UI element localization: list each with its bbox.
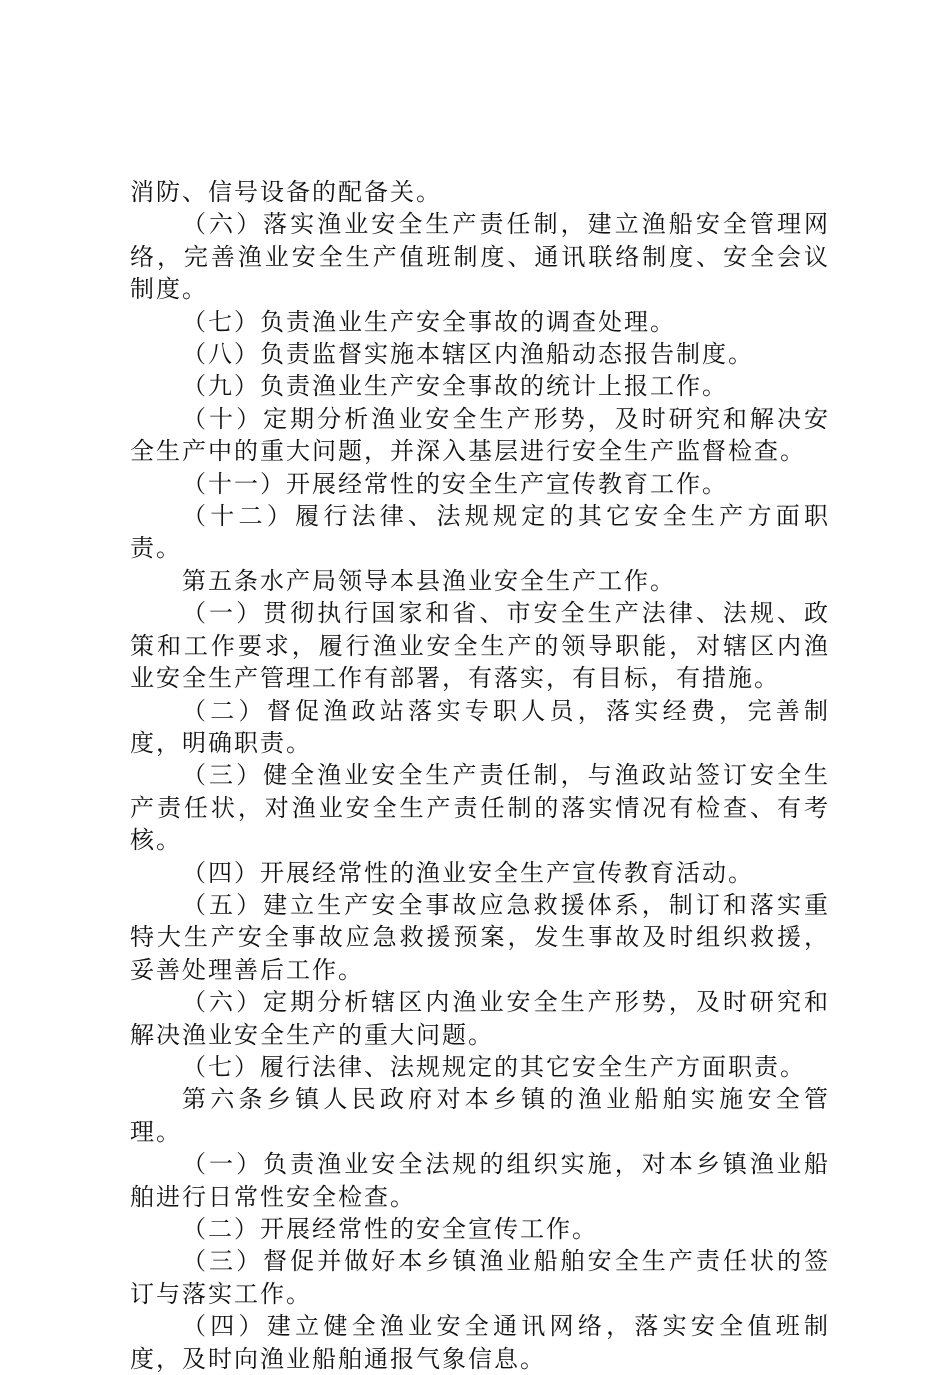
paragraph-16: （七）履行法律、法规规定的其它安全生产方面职责。 (182, 1052, 806, 1081)
paragraph-11: （二）督促渔政站落实专职人员，落实经费，完善制度，明确职责。 (130, 696, 830, 757)
article-6-heading: 第六条乡镇人民政府对本乡镇的渔业船舶实施安全管理。 (130, 1085, 830, 1146)
paragraph-3: （七）负责渔业生产安全事故的调查处理。 (182, 307, 676, 336)
paragraph-6: （十）定期分析渔业安全生产形势，及时研究和解决安全生产中的重大问题，并深入基层进行安全生产监督检查。 (130, 404, 830, 466)
paragraph-13: （四）开展经常性的渔业安全生产宣传教育活动。 (182, 858, 754, 887)
paragraph-7: （十一）开展经常性的安全生产宣传教育工作。 (182, 469, 728, 498)
paragraph-10: （一）贯彻执行国家和省、市安全生产法律、法规、政策和工作要求，履行渔业安全生产的领导职能，对辖区内渔业安全生产管理工作有部署，有落实，有目标，有措施。 (130, 599, 830, 693)
paragraph-2: （六）落实渔业安全生产责任制，建立渔船安全管理网络，完善渔业安全生产值班制度、通讯联络制度、安全会议制度。 (130, 210, 830, 304)
article-5-heading: 第五条水产局领导本县渔业安全生产工作。 (182, 566, 676, 595)
paragraph-12: （三）健全渔业安全生产责任制，与渔政站签订安全生产责任状，对渔业安全生产责任制的落实情况有检查、有考核。 (130, 761, 830, 855)
paragraph-1: 消防、信号设备的配备关。 (130, 178, 442, 206)
paragraph-14: （五）建立生产安全事故应急救援体系，制订和落实重特大生产安全事故应急救援预案，发生事故及时组织救援，妥善处理善后工作。 (130, 890, 830, 984)
paragraph-8: （十二）履行法律、法规规定的其它安全生产方面职责。 (130, 502, 830, 563)
paragraph-18: （一）负责渔业安全法规的组织实施，对本乡镇渔业船舶进行日常性安全检查。 (130, 1150, 830, 1211)
paragraph-4: （八）负责监督实施本辖区内渔船动态报告制度。 (182, 340, 754, 369)
paragraph-19: （二）开展经常性的安全宣传工作。 (182, 1215, 598, 1243)
document-body (130, 176, 830, 1375)
paragraph-21: （四）建立健全渔业安全通讯网络，落实安全值班制度，及时向渔业船舶通报气象信息。 (130, 1312, 830, 1373)
paragraph-15: （六）定期分析辖区内渔业安全生产形势，及时研究和解决渔业安全生产的重大问题。 (130, 988, 830, 1049)
paragraph-20: （三）督促并做好本乡镇渔业船舶安全生产责任状的签订与落实工作。 (130, 1247, 830, 1308)
paragraph-5: （九）负责渔业生产安全事故的统计上报工作。 (182, 372, 728, 401)
